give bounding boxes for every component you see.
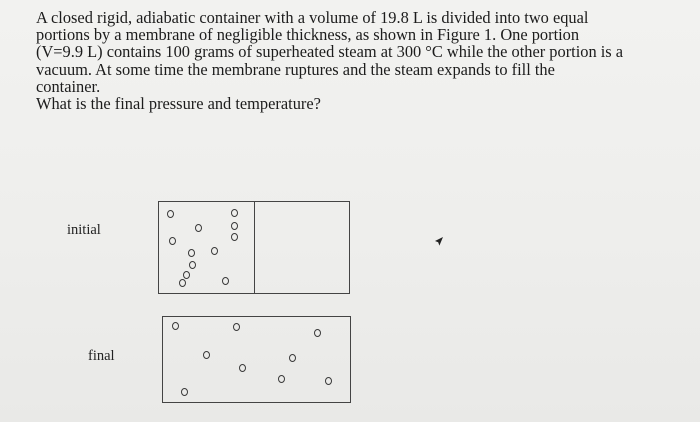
molecule-circle-icon xyxy=(222,277,229,285)
molecule-circle-icon xyxy=(211,247,218,255)
molecule-circle-icon xyxy=(289,354,296,362)
membrane-divider xyxy=(254,201,255,294)
molecule-circle-icon xyxy=(172,322,179,330)
molecule-circle-icon xyxy=(169,237,176,245)
final-state-label: final xyxy=(88,348,115,364)
problem-line: container. xyxy=(36,76,101,96)
initial-state-label: initial xyxy=(67,222,101,238)
problem-statement xyxy=(36,9,686,112)
molecule-circle-icon xyxy=(189,261,196,269)
molecule-circle-icon xyxy=(278,375,285,383)
molecule-circle-icon xyxy=(203,351,210,359)
molecule-circle-icon xyxy=(195,224,202,232)
problem-line: vacuum. At some time the membrane ruptures and the steam expands to fill the xyxy=(36,59,555,79)
final-container xyxy=(162,316,351,403)
problem-line: (V=9.9 L) contains 100 grams of superheated steam at 300 °C while the other portion is a xyxy=(36,42,624,62)
molecule-circle-icon xyxy=(314,329,321,337)
molecule-circle-icon xyxy=(179,279,186,287)
molecule-circle-icon xyxy=(325,377,332,385)
arrow-cursor-icon xyxy=(432,236,444,248)
molecule-circle-icon xyxy=(183,271,190,279)
molecule-circle-icon xyxy=(181,388,188,396)
molecule-circle-icon xyxy=(231,222,238,230)
molecule-circle-icon xyxy=(233,323,240,331)
molecule-circle-icon xyxy=(231,233,238,241)
problem-line: portions by a membrane of negligible thickness, as shown in Figure 1. One portion xyxy=(36,25,580,45)
molecule-circle-icon xyxy=(188,249,195,257)
problem-question: What is the final pressure and temperature? xyxy=(36,94,321,114)
molecule-circle-icon xyxy=(231,209,238,217)
problem-line: A closed rigid, adiabatic container with a volume of 19.8 L is divided into two equal xyxy=(36,8,589,27)
molecule-circle-icon xyxy=(167,210,174,218)
molecule-circle-icon xyxy=(239,364,246,372)
